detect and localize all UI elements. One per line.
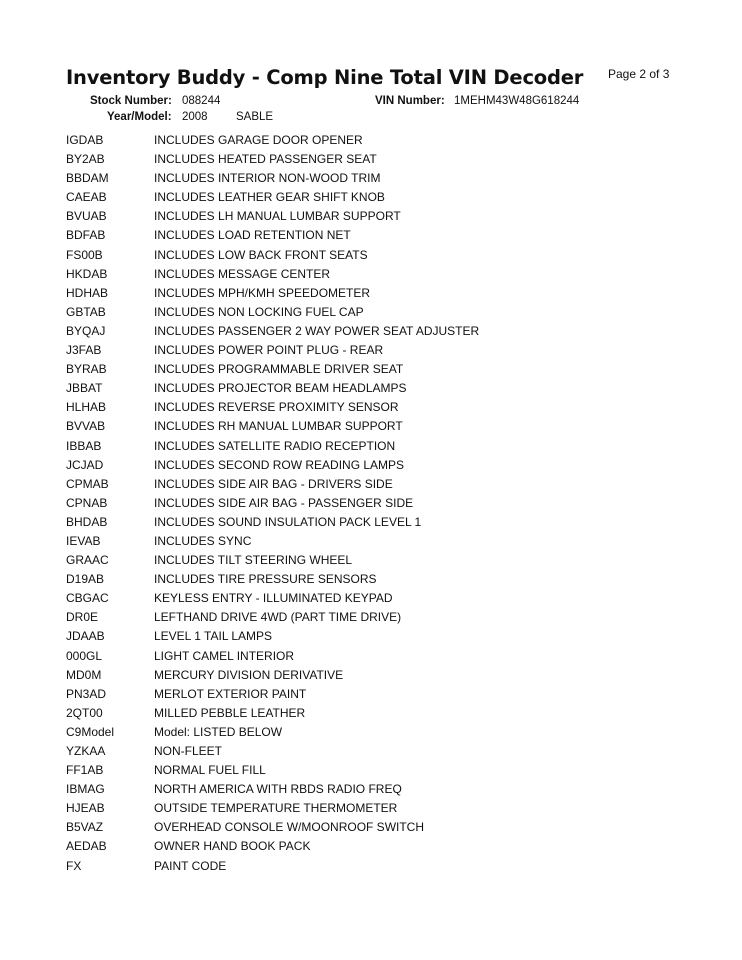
list-item bbox=[66, 742, 706, 761]
option-code: 2QT00 bbox=[66, 705, 103, 720]
list-item bbox=[66, 322, 706, 341]
option-code: FS00B bbox=[66, 247, 103, 262]
option-code: J3FAB bbox=[66, 343, 102, 358]
option-code: CAEAB bbox=[66, 190, 107, 205]
list-item bbox=[66, 551, 706, 570]
option-description: INCLUDES LOAD RETENTION NET bbox=[154, 228, 351, 243]
option-code: IGDAB bbox=[66, 133, 104, 147]
option-description: INCLUDES HEATED PASSENGER SEAT bbox=[154, 152, 377, 167]
list-item bbox=[66, 226, 706, 245]
option-description: LIGHT CAMEL INTERIOR bbox=[154, 648, 295, 663]
list-item bbox=[66, 799, 706, 818]
option-code: B5VAZ bbox=[66, 820, 104, 835]
option-code: CPMAB bbox=[66, 476, 109, 491]
option-code: BY2AB bbox=[66, 152, 105, 167]
option-description: INCLUDES MPH/KMH SPEEDOMETER bbox=[154, 285, 371, 300]
option-description: NON-FLEET bbox=[154, 744, 223, 758]
list-item bbox=[66, 780, 706, 799]
option-code: HKDAB bbox=[66, 266, 108, 281]
year-model-label: Year/Model: bbox=[107, 111, 172, 123]
option-code: IBBAB bbox=[66, 438, 102, 453]
list-item bbox=[66, 188, 706, 207]
option-description: OWNER HAND BOOK PACK bbox=[154, 839, 311, 854]
option-description: LEVEL 1 TAIL LAMPS bbox=[154, 629, 273, 644]
option-description: INCLUDES SATELLITE RADIO RECEPTION bbox=[154, 438, 396, 453]
option-description: INCLUDES LH MANUAL LUMBAR SUPPORT bbox=[154, 209, 401, 224]
option-code: D19AB bbox=[66, 572, 105, 587]
option-code-list bbox=[66, 131, 706, 876]
option-description: INCLUDES REVERSE PROXIMITY SENSOR bbox=[154, 400, 399, 415]
option-description: INCLUDES PASSENGER 2 WAY POWER SEAT ADJUSTER bbox=[154, 323, 480, 338]
option-description: INCLUDES SIDE AIR BAG - DRIVERS SIDE bbox=[154, 476, 393, 491]
option-description: INCLUDES POWER POINT PLUG - REAR bbox=[154, 343, 384, 358]
list-item bbox=[66, 150, 706, 169]
stock-number-label: Stock Number: bbox=[90, 95, 172, 107]
option-code: HJEAB bbox=[66, 801, 105, 816]
option-description: OVERHEAD CONSOLE W/MOONROOF SWITCH bbox=[154, 820, 425, 835]
option-description: INCLUDES GARAGE DOOR OPENER bbox=[154, 133, 363, 147]
page-number: Page 2 of 3 bbox=[608, 67, 670, 81]
option-description: INCLUDES PROJECTOR BEAM HEADLAMPS bbox=[154, 381, 407, 396]
option-description: INCLUDES NON LOCKING FUEL CAP bbox=[154, 304, 364, 319]
list-item bbox=[66, 379, 706, 398]
option-description: INCLUDES MESSAGE CENTER bbox=[154, 266, 331, 281]
option-code: MD0M bbox=[66, 667, 102, 682]
option-code: BYQAJ bbox=[66, 323, 106, 338]
option-code: C9Model bbox=[66, 724, 115, 739]
option-code: JCJAD bbox=[66, 457, 104, 472]
list-item bbox=[66, 627, 706, 646]
option-code: BYRAB bbox=[66, 362, 107, 377]
option-code: IEVAB bbox=[66, 533, 101, 548]
option-description: MERCURY DIVISION DERIVATIVE bbox=[154, 667, 344, 682]
year-value: 2008 bbox=[182, 111, 208, 123]
option-description: INCLUDES LOW BACK FRONT SEATS bbox=[154, 247, 368, 262]
option-code: GRAAC bbox=[66, 553, 109, 568]
option-code: DR0E bbox=[66, 610, 99, 625]
option-description: INCLUDES LEATHER GEAR SHIFT KNOB bbox=[154, 190, 385, 205]
list-item bbox=[66, 360, 706, 379]
list-item bbox=[66, 265, 706, 284]
list-item bbox=[66, 341, 706, 360]
list-item bbox=[66, 570, 706, 589]
option-code: AEDAB bbox=[66, 839, 107, 854]
option-code: HLHAB bbox=[66, 400, 107, 415]
list-item bbox=[66, 513, 706, 532]
option-code: YZKAA bbox=[66, 744, 106, 758]
list-item bbox=[66, 818, 706, 837]
option-description: INCLUDES TIRE PRESSURE SENSORS bbox=[154, 572, 377, 587]
stock-number-value: 088244 bbox=[182, 95, 221, 107]
option-description: OUTSIDE TEMPERATURE THERMOMETER bbox=[154, 801, 398, 816]
list-item bbox=[66, 761, 706, 780]
vin-number-label: VIN Number: bbox=[375, 95, 445, 107]
page-title: Inventory Buddy - Comp Nine Total VIN Decoder bbox=[66, 66, 584, 89]
option-description: INCLUDES SECOND ROW READING LAMPS bbox=[154, 457, 405, 472]
option-code: PN3AD bbox=[66, 686, 107, 701]
option-code: BHDAB bbox=[66, 514, 108, 529]
list-item bbox=[66, 456, 706, 475]
option-code: JDAAB bbox=[66, 629, 105, 644]
option-description: KEYLESS ENTRY - ILLUMINATED KEYPAD bbox=[154, 591, 393, 606]
option-code: FF1AB bbox=[66, 763, 104, 778]
option-code: CBGAC bbox=[66, 591, 109, 606]
option-code: BVVAB bbox=[66, 419, 106, 434]
list-item bbox=[66, 608, 706, 627]
option-code: BBDAM bbox=[66, 171, 109, 186]
option-code: BVUAB bbox=[66, 209, 107, 224]
option-description: INCLUDES SOUND INSULATION PACK LEVEL 1 bbox=[154, 514, 422, 529]
list-item bbox=[66, 417, 706, 436]
option-description: NORTH AMERICA WITH RBDS RADIO FREQ bbox=[154, 782, 402, 797]
list-item bbox=[66, 857, 706, 876]
option-code: JBBAT bbox=[66, 381, 103, 396]
list-item bbox=[66, 475, 706, 494]
option-description: INCLUDES SIDE AIR BAG - PASSENGER SIDE bbox=[154, 495, 414, 510]
list-item bbox=[66, 837, 706, 856]
option-code: HDHAB bbox=[66, 285, 109, 300]
list-item bbox=[66, 704, 706, 723]
option-description: MILLED PEBBLE LEATHER bbox=[154, 705, 306, 720]
list-item bbox=[66, 437, 706, 456]
option-code: GBTAB bbox=[66, 304, 106, 319]
list-item bbox=[66, 589, 706, 608]
list-item bbox=[66, 666, 706, 685]
option-description: INCLUDES TILT STEERING WHEEL bbox=[154, 553, 353, 568]
option-description: Model: LISTED BELOW bbox=[154, 724, 283, 739]
option-code: FX bbox=[66, 858, 82, 873]
list-item bbox=[66, 131, 706, 150]
option-description: PAINT CODE bbox=[154, 858, 227, 873]
option-description: MERLOT EXTERIOR PAINT bbox=[154, 686, 307, 701]
list-item bbox=[66, 494, 706, 513]
option-description: INCLUDES SYNC bbox=[154, 533, 252, 548]
list-item bbox=[66, 246, 706, 265]
list-item bbox=[66, 169, 706, 188]
list-item bbox=[66, 303, 706, 322]
option-code: CPNAB bbox=[66, 495, 108, 510]
option-code: 000GL bbox=[66, 648, 103, 663]
option-description: INCLUDES RH MANUAL LUMBAR SUPPORT bbox=[154, 419, 403, 434]
list-item bbox=[66, 723, 706, 742]
vin-number-value: 1MEHM43W48G618244 bbox=[454, 95, 580, 107]
option-code: BDFAB bbox=[66, 228, 106, 243]
list-item bbox=[66, 398, 706, 417]
list-item bbox=[66, 647, 706, 666]
option-description: LEFTHAND DRIVE 4WD (PART TIME DRIVE) bbox=[154, 610, 402, 625]
option-description: INCLUDES PROGRAMMABLE DRIVER SEAT bbox=[154, 362, 404, 377]
option-description: NORMAL FUEL FILL bbox=[154, 763, 266, 778]
list-item bbox=[66, 532, 706, 551]
list-item bbox=[66, 685, 706, 704]
option-code: IBMAG bbox=[66, 782, 105, 797]
list-item bbox=[66, 284, 706, 303]
option-description: INCLUDES INTERIOR NON-WOOD TRIM bbox=[154, 171, 381, 186]
model-value: SABLE bbox=[236, 111, 274, 123]
list-item bbox=[66, 207, 706, 226]
